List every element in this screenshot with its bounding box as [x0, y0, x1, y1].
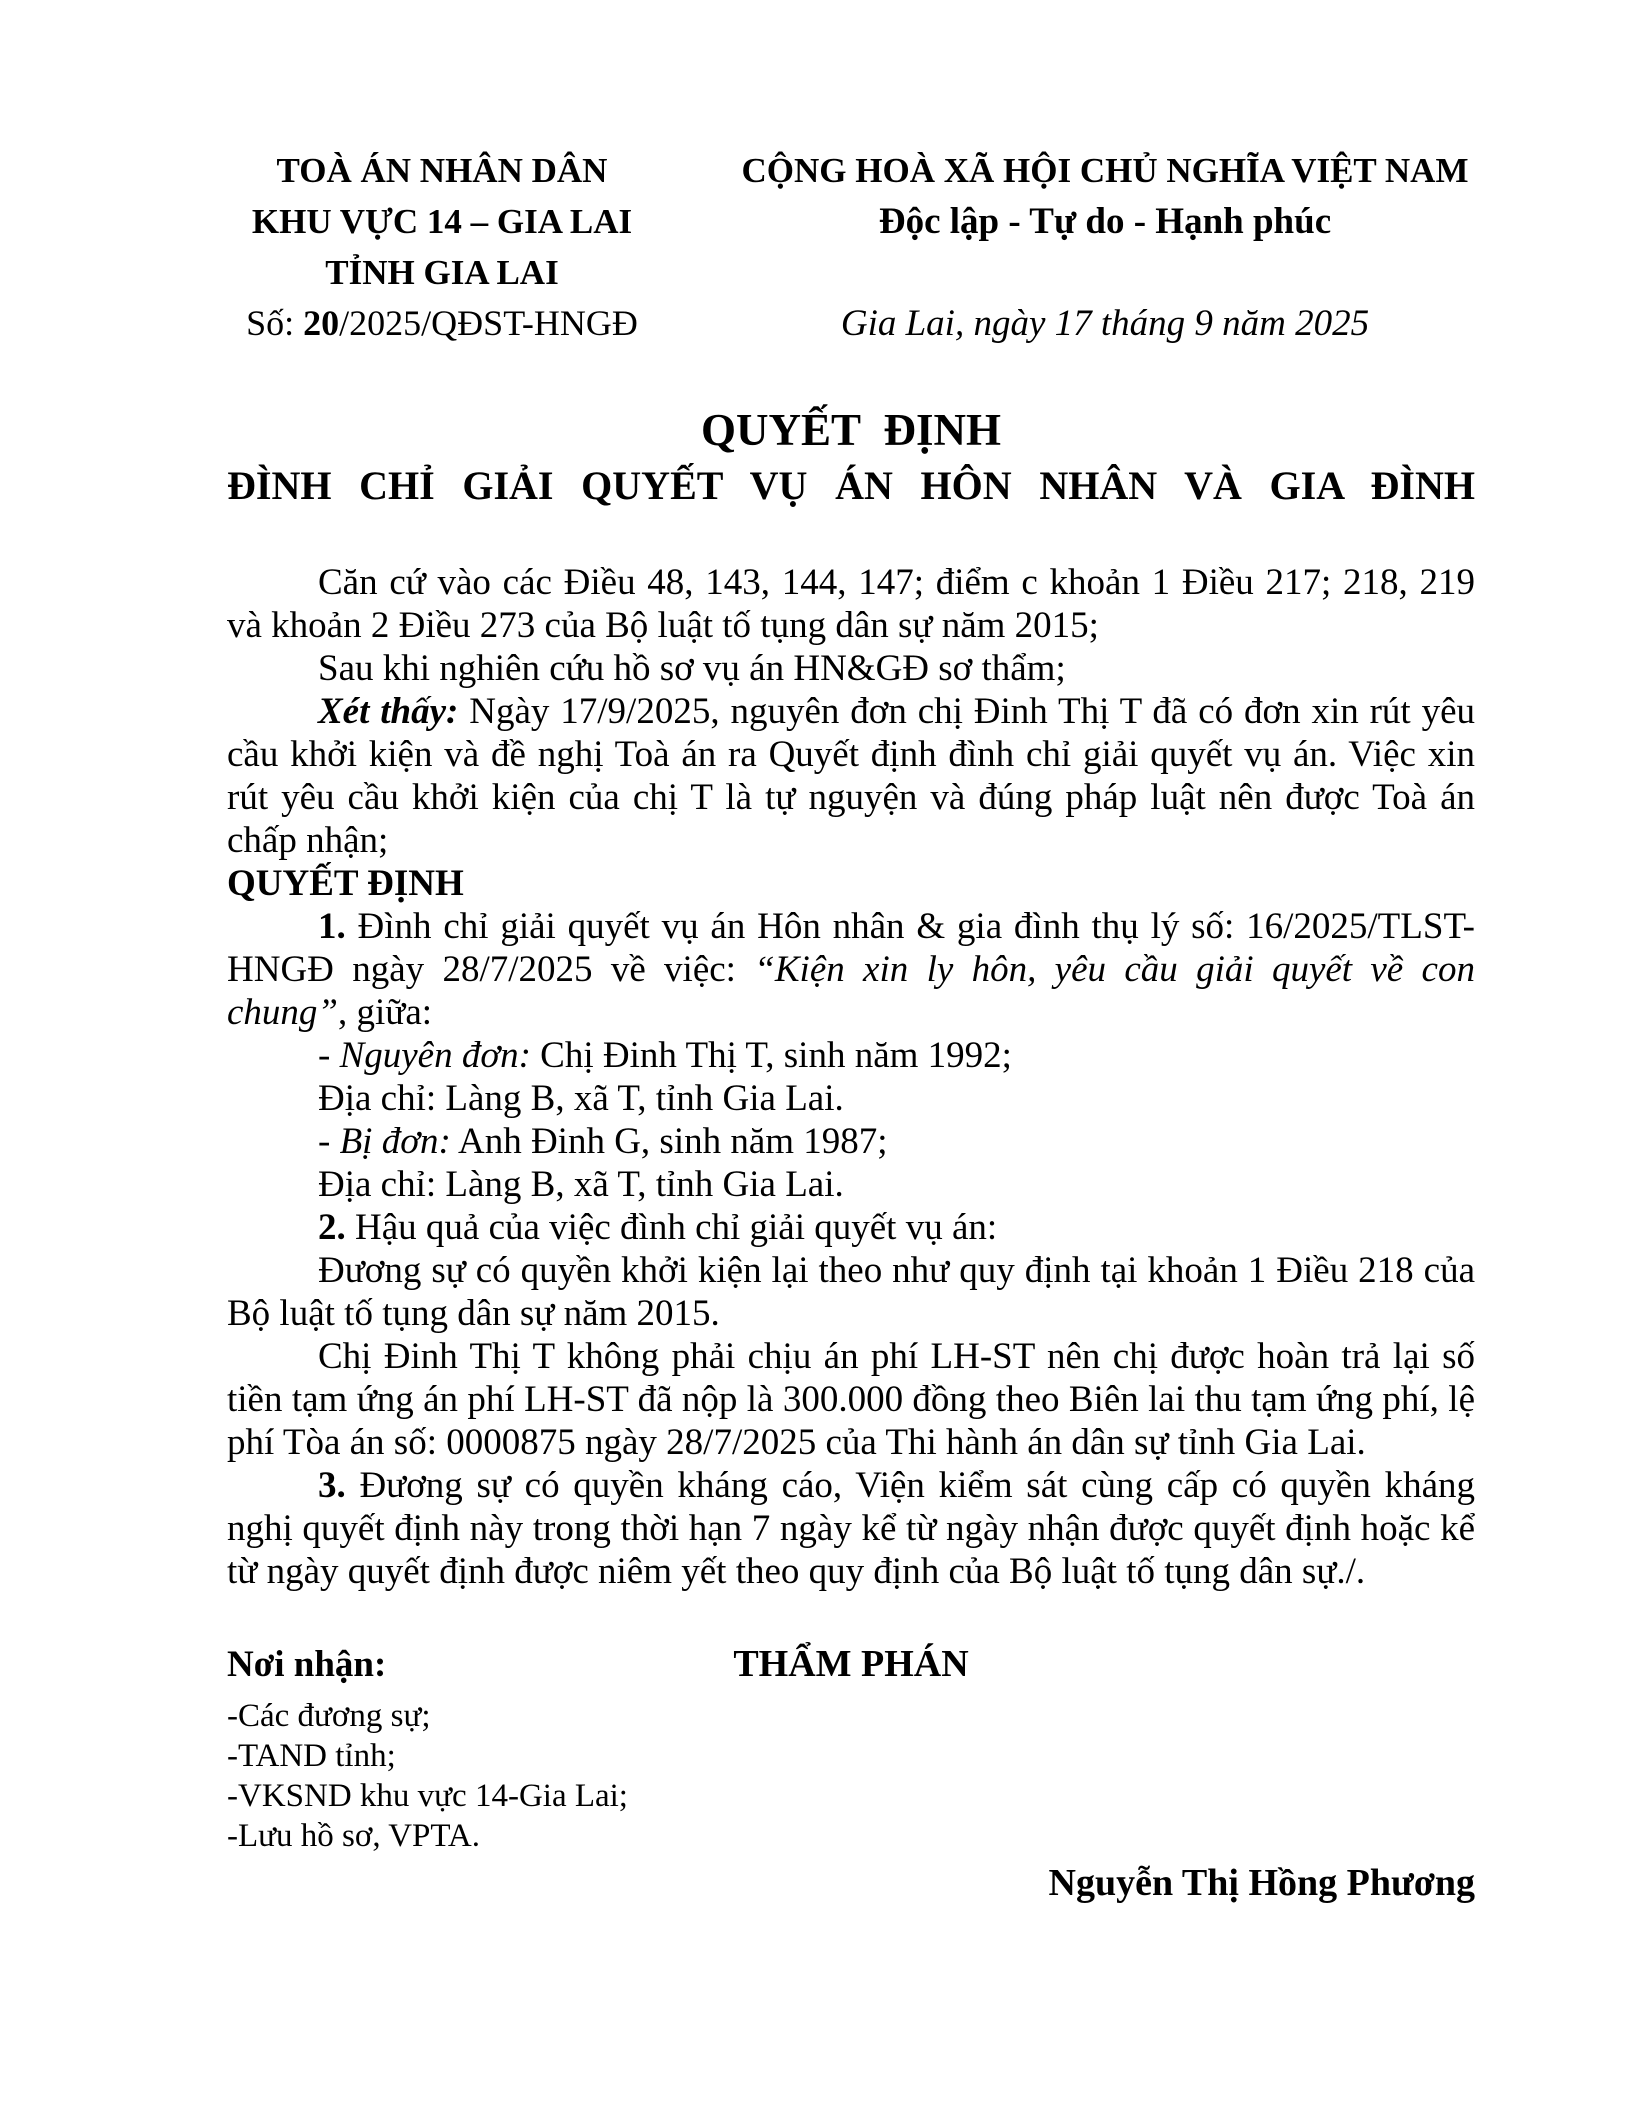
- document-body: [227, 561, 1475, 1593]
- decision-section-heading: QUYẾT ĐỊNH: [227, 863, 464, 904]
- document-content: [227, 145, 1475, 2032]
- item-2-number: 2.: [318, 1207, 346, 1248]
- recipients-list: [227, 1696, 1475, 1856]
- place-dateline: Gia Lai, ngày 17 tháng 9 năm 2025: [840, 303, 1370, 344]
- item-1-case-quote: “Kiện xin ly hôn, yêu cầu giải quyết về con chung”: [227, 949, 1475, 1033]
- plaintiff-dash: -: [318, 1035, 340, 1076]
- item-2-text: Hậu quả của việc đình chỉ giải quyết vụ án:: [345, 1207, 998, 1248]
- xet-thay-text: Ngày 17/9/2025, nguyên đơn chị Đinh Thị T đã có đơn xin rút yêu cầu khởi kiện và đề nghị Toà án ra Quyết định đình chỉ giải quyết vụ án. Việc xin rút yêu cầu khởi kiện của chị T là tự nguyện và đúng pháp luật nên được Toà án chấp nhận;: [227, 691, 1476, 861]
- recipient-item: -Lưu hồ sơ, VPTA.: [227, 1818, 481, 1854]
- plaintiff-text: Chị Đinh Thị T, sinh năm 1992;: [530, 1035, 1012, 1076]
- defendant-dash: -: [318, 1121, 340, 1162]
- court-name-line-3: TỈNH GIA LAI: [325, 253, 559, 292]
- defendant-label: Bị đơn:: [339, 1121, 451, 1162]
- item-3-text: Đương sự có quyền kháng cáo, Viện kiểm sát cùng cấp có quyền kháng nghị quyết định này trong thời hạn 7 ngày kể từ ngày nhận được quyết định hoặc kể từ ngày quyết định được niêm yết theo quy định của Bộ luật tố tụng dân sự./.: [227, 1465, 1475, 1592]
- issuing-court-block: [227, 145, 657, 349]
- decision-item-1: [227, 905, 1475, 1034]
- plaintiff-line: [227, 1034, 1475, 1077]
- document-number-suffix: /2025/QĐST-HNGĐ: [339, 303, 638, 343]
- xet-thay-lead: Xét thấy:: [318, 691, 459, 732]
- recipient-item: -VKSND khu vực 14-Gia Lai;: [227, 1778, 628, 1814]
- document-title: QUYẾT ĐỊNH: [701, 405, 1001, 455]
- item-3-number: 3.: [318, 1465, 346, 1506]
- preamble-paragraph-2: Sau khi nghiên cứu hồ sơ vụ án HN&GĐ sơ thẩm;: [318, 648, 1066, 689]
- item-1-tail: , giữa:: [338, 992, 433, 1033]
- document-header: [227, 145, 1475, 349]
- recipient-item: -TAND tỉnh;: [227, 1738, 396, 1774]
- document-title-block: [227, 403, 1475, 513]
- document-subtitle: ĐÌNH CHỈ GIẢI QUYẾT VỤ ÁN HÔN NHÂN VÀ GIA ĐÌNH: [227, 463, 1475, 508]
- recipient-item: -Các đương sự;: [227, 1698, 431, 1734]
- recipients-label: Nơi nhận:: [227, 1644, 387, 1685]
- preamble-paragraph-1: Căn cứ vào các Điều 48, 143, 144, 147; điểm c khoản 1 Điều 217; 218, 219 và khoản 2 Điều 273 của Bộ luật tố tụng dân sự năm 2015;: [227, 562, 1475, 646]
- judge-name: Nguyễn Thị Hồng Phương: [1048, 1862, 1475, 1904]
- item-2-paragraph-1: Đương sự có quyền khởi kiện lại theo như quy định tại khoản 1 Điều 218 của Bộ luật tố tụng dân sự năm 2015.: [227, 1250, 1475, 1334]
- national-motto: Độc lập - Tự do - Hạnh phúc: [878, 201, 1332, 242]
- document-number-value: 20: [303, 303, 340, 343]
- plaintiff-label: Nguyên đơn:: [339, 1035, 531, 1076]
- item-1-text: Đình chỉ giải quyết vụ án Hôn nhân & gia đình thụ lý số: 16/2025/TLST-HNGĐ ngày 28/7/2025 về việc:: [227, 906, 1475, 990]
- decision-item-2: [227, 1206, 1475, 1249]
- item-1-number: 1.: [318, 906, 346, 947]
- judge-title: THẨM PHÁN: [733, 1643, 969, 1685]
- defendant-address: Địa chỉ: Làng B, xã T, tỉnh Gia Lai.: [318, 1164, 844, 1205]
- document-number: [227, 298, 657, 349]
- national-title: CỘNG HOÀ XÃ HỘI CHỦ NGHĨA VIỆT NAM: [741, 151, 1469, 190]
- plaintiff-address: Địa chỉ: Làng B, xã T, tỉnh Gia Lai.: [318, 1078, 844, 1119]
- court-name-line-1: TOÀ ÁN NHÂN DÂN: [276, 151, 608, 190]
- national-motto-block: [735, 145, 1475, 349]
- defendant-text: Anh Đinh G, sinh năm 1987;: [450, 1121, 888, 1162]
- defendant-line: [227, 1120, 1475, 1163]
- court-name-line-2: KHU VỰC 14 – GIA LAI: [251, 202, 633, 241]
- document-number-label: Số:: [246, 303, 304, 343]
- preamble-paragraph-3: [227, 690, 1475, 862]
- item-2-paragraph-2: Chị Đinh Thị T không phải chịu án phí LH-ST nên chị được hoàn trả lại số tiền tạm ứng án phí LH-ST đã nộp là 300.000 đồng theo Biên lai thu tạm ứng phí, lệ phí Tòa án số: 0000875 ngày 28/7/2025 của Thi hành án dân sự tỉnh Gia Lai.: [227, 1336, 1475, 1463]
- decision-item-3: [227, 1464, 1475, 1593]
- document-footer: [227, 1643, 1475, 2032]
